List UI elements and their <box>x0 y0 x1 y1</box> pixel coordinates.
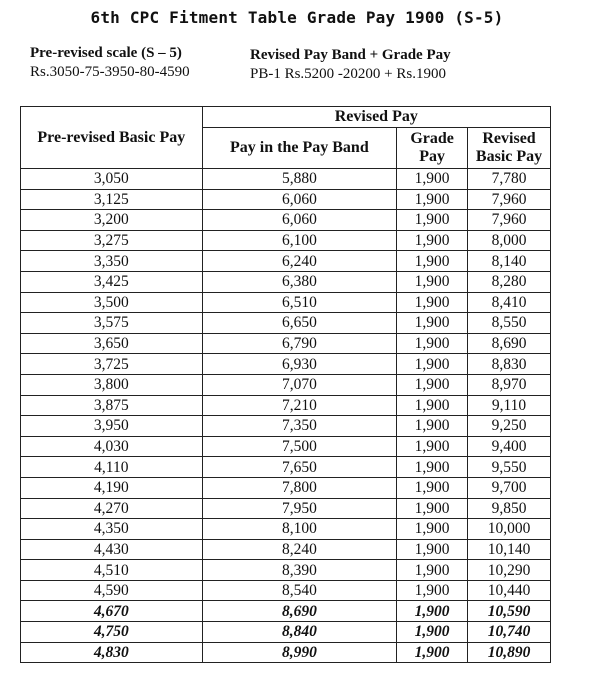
table-row <box>21 210 551 231</box>
cell-revised-basic-pay: 8,830 <box>468 354 551 375</box>
cell-pre-revised-basic-pay: 3,575 <box>21 313 203 334</box>
page-title: 6th CPC Fitment Table Grade Pay 1900 (S-5) <box>90 8 504 27</box>
cell-pre-revised-basic-pay: 3,500 <box>21 292 203 313</box>
cell-revised-basic-pay: 9,850 <box>468 498 551 519</box>
cell-grade-pay: 1,900 <box>397 416 468 437</box>
cell-revised-basic-pay: 7,960 <box>468 210 551 231</box>
cell-revised-basic-pay: 8,140 <box>468 251 551 272</box>
cell-pre-revised-basic-pay: 4,590 <box>21 580 203 601</box>
table-row <box>21 333 551 354</box>
table-row <box>21 498 551 519</box>
cell-revised-basic-pay: 7,780 <box>468 169 551 190</box>
cell-grade-pay: 1,900 <box>397 436 468 457</box>
table-row <box>21 374 551 395</box>
table-row <box>21 519 551 540</box>
cell-grade-pay: 1,900 <box>397 498 468 519</box>
cell-pay-in-pay-band: 6,240 <box>202 251 397 272</box>
table-body <box>21 169 551 663</box>
cell-grade-pay: 1,900 <box>397 457 468 478</box>
cell-revised-basic-pay: 8,410 <box>468 292 551 313</box>
cell-revised-basic-pay: 9,550 <box>468 457 551 478</box>
cell-pay-in-pay-band: 7,800 <box>202 477 397 498</box>
cell-pre-revised-basic-pay: 3,050 <box>21 169 203 190</box>
cell-grade-pay: 1,900 <box>397 251 468 272</box>
cell-pay-in-pay-band: 6,510 <box>202 292 397 313</box>
cell-pay-in-pay-band: 8,390 <box>202 560 397 581</box>
table-row <box>21 169 551 190</box>
table-row <box>21 560 551 581</box>
cell-pre-revised-basic-pay: 3,725 <box>21 354 203 375</box>
cell-revised-basic-pay: 8,550 <box>468 313 551 334</box>
cell-grade-pay: 1,900 <box>397 539 468 560</box>
cell-pay-in-pay-band: 6,100 <box>202 230 397 251</box>
cell-pre-revised-basic-pay: 3,350 <box>21 251 203 272</box>
table-row <box>21 395 551 416</box>
cell-pay-in-pay-band: 8,240 <box>202 539 397 560</box>
cell-grade-pay: 1,900 <box>397 271 468 292</box>
cell-grade-pay: 1,900 <box>397 560 468 581</box>
cell-pre-revised-basic-pay: 4,670 <box>21 601 203 622</box>
cell-pre-revised-basic-pay: 4,030 <box>21 436 203 457</box>
cell-pre-revised-basic-pay: 4,270 <box>21 498 203 519</box>
revised-scale-heading: Revised Pay Band + Grade Pay <box>250 47 451 63</box>
cell-pre-revised-basic-pay: 3,200 <box>21 210 203 231</box>
cell-revised-basic-pay: 9,700 <box>468 477 551 498</box>
cell-revised-basic-pay: 9,110 <box>468 395 551 416</box>
header-pay-in-pay-band: Pay in the Pay Band <box>202 128 397 169</box>
cell-revised-basic-pay: 9,250 <box>468 416 551 437</box>
cell-pre-revised-basic-pay: 3,950 <box>21 416 203 437</box>
cell-pre-revised-basic-pay: 3,650 <box>21 333 203 354</box>
cell-grade-pay: 1,900 <box>397 601 468 622</box>
table-row <box>21 642 551 663</box>
cell-revised-basic-pay: 10,740 <box>468 622 551 643</box>
cell-grade-pay: 1,900 <box>397 313 468 334</box>
cell-pay-in-pay-band: 6,790 <box>202 333 397 354</box>
table-row <box>21 416 551 437</box>
table-row <box>21 539 551 560</box>
cell-revised-basic-pay: 9,400 <box>468 436 551 457</box>
cell-revised-basic-pay: 8,000 <box>468 230 551 251</box>
cell-revised-basic-pay: 8,690 <box>468 333 551 354</box>
cell-grade-pay: 1,900 <box>397 189 468 210</box>
cell-revised-basic-pay: 10,140 <box>468 539 551 560</box>
cell-pay-in-pay-band: 8,840 <box>202 622 397 643</box>
table-row <box>21 189 551 210</box>
table-row <box>21 271 551 292</box>
cell-pre-revised-basic-pay: 3,875 <box>21 395 203 416</box>
table-row <box>21 477 551 498</box>
cell-pre-revised-basic-pay: 4,110 <box>21 457 203 478</box>
cell-pay-in-pay-band: 8,100 <box>202 519 397 540</box>
cell-grade-pay: 1,900 <box>397 374 468 395</box>
cell-pay-in-pay-band: 7,350 <box>202 416 397 437</box>
cell-pay-in-pay-band: 7,500 <box>202 436 397 457</box>
cell-grade-pay: 1,900 <box>397 292 468 313</box>
fitment-table <box>20 106 551 663</box>
cell-pre-revised-basic-pay: 3,425 <box>21 271 203 292</box>
cell-pay-in-pay-band: 6,380 <box>202 271 397 292</box>
cell-revised-basic-pay: 10,590 <box>468 601 551 622</box>
cell-revised-basic-pay: 7,960 <box>468 189 551 210</box>
table-row <box>21 354 551 375</box>
cell-pay-in-pay-band: 6,060 <box>202 210 397 231</box>
header-revised-pay: Revised Pay <box>202 107 550 128</box>
revised-scale-value: PB-1 Rs.5200 -20200 + Rs.1900 <box>250 66 446 82</box>
cell-revised-basic-pay: 10,000 <box>468 519 551 540</box>
cell-pay-in-pay-band: 5,880 <box>202 169 397 190</box>
cell-revised-basic-pay: 10,440 <box>468 580 551 601</box>
table-row <box>21 622 551 643</box>
header-pre-revised-basic-pay: Pre-revised Basic Pay <box>21 107 203 169</box>
cell-pay-in-pay-band: 6,650 <box>202 313 397 334</box>
table-row <box>21 457 551 478</box>
pre-revised-scale <box>30 44 190 82</box>
cell-pre-revised-basic-pay: 3,275 <box>21 230 203 251</box>
cell-pay-in-pay-band: 7,070 <box>202 374 397 395</box>
cell-revised-basic-pay: 10,290 <box>468 560 551 581</box>
header-grade-pay: Grade Pay <box>397 128 468 169</box>
cell-revised-basic-pay: 8,970 <box>468 374 551 395</box>
table-header-row <box>21 107 551 128</box>
cell-grade-pay: 1,900 <box>397 395 468 416</box>
cell-grade-pay: 1,900 <box>397 169 468 190</box>
table-row <box>21 580 551 601</box>
cell-pay-in-pay-band: 7,650 <box>202 457 397 478</box>
table-row <box>21 230 551 251</box>
cell-grade-pay: 1,900 <box>397 519 468 540</box>
cell-grade-pay: 1,900 <box>397 642 468 663</box>
table-row <box>21 436 551 457</box>
cell-grade-pay: 1,900 <box>397 580 468 601</box>
table-row <box>21 601 551 622</box>
cell-pre-revised-basic-pay: 4,750 <box>21 622 203 643</box>
cell-grade-pay: 1,900 <box>397 622 468 643</box>
cell-pay-in-pay-band: 8,990 <box>202 642 397 663</box>
cell-pay-in-pay-band: 8,690 <box>202 601 397 622</box>
cell-pay-in-pay-band: 8,540 <box>202 580 397 601</box>
pre-revised-scale-heading: Pre-revised scale (S – 5) <box>30 45 182 61</box>
cell-pre-revised-basic-pay: 4,830 <box>21 642 203 663</box>
table-row <box>21 313 551 334</box>
cell-grade-pay: 1,900 <box>397 230 468 251</box>
cell-grade-pay: 1,900 <box>397 210 468 231</box>
cell-revised-basic-pay: 10,890 <box>468 642 551 663</box>
cell-grade-pay: 1,900 <box>397 477 468 498</box>
table-row <box>21 251 551 272</box>
cell-pre-revised-basic-pay: 4,510 <box>21 560 203 581</box>
cell-grade-pay: 1,900 <box>397 354 468 375</box>
header-revised-basic-pay: Revised Basic Pay <box>468 128 551 169</box>
cell-pre-revised-basic-pay: 3,125 <box>21 189 203 210</box>
cell-pay-in-pay-band: 7,950 <box>202 498 397 519</box>
cell-revised-basic-pay: 8,280 <box>468 271 551 292</box>
cell-pre-revised-basic-pay: 4,430 <box>21 539 203 560</box>
table-row <box>21 292 551 313</box>
cell-pre-revised-basic-pay: 3,800 <box>21 374 203 395</box>
cell-pre-revised-basic-pay: 4,190 <box>21 477 203 498</box>
cell-pay-in-pay-band: 6,930 <box>202 354 397 375</box>
revised-scale <box>250 46 451 84</box>
cell-pre-revised-basic-pay: 4,350 <box>21 519 203 540</box>
pre-revised-scale-value: Rs.3050-75-3950-80-4590 <box>30 64 190 80</box>
cell-grade-pay: 1,900 <box>397 333 468 354</box>
cell-pay-in-pay-band: 6,060 <box>202 189 397 210</box>
cell-pay-in-pay-band: 7,210 <box>202 395 397 416</box>
